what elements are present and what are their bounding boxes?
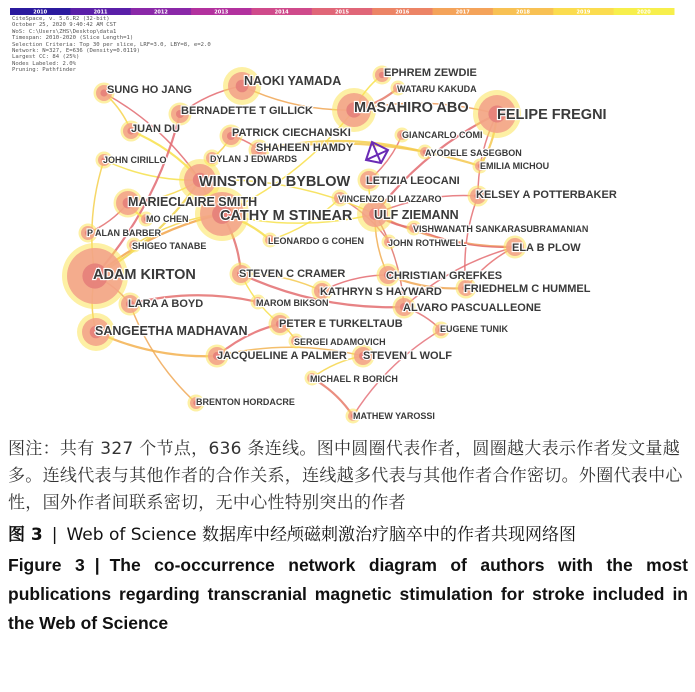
node-label-kathryn-s-hayward: KATHRYN S HAYWARD — [320, 286, 442, 298]
year-label-2020: 2020 — [636, 9, 651, 16]
figure-title-cn-text: Web of Science 数据库中经颅磁刺激治疗脑卒中的作者共现网络图 — [66, 525, 577, 545]
node-label-shigeo-tanabe: SHIGEO TANABE — [132, 241, 207, 251]
node-label-naoki-yamada: NAOKI YAMADA — [244, 74, 342, 88]
figure-caption — [8, 436, 688, 638]
node-label-friedhelm-c-hummel: FRIEDHELM C HUMMEL — [464, 283, 591, 295]
node-label-cathy-m-stinear: CATHY M STINEAR — [220, 208, 353, 224]
year-label-2015: 2015 — [335, 9, 349, 16]
figure-title-en-text: The co-occurrence network diagram of authors with the most publications regarding transcranial magnetic stimulation for stroke included in the Web of Science — [8, 555, 688, 633]
node-label-steven-l-wolf: STEVEN L WOLF — [363, 350, 453, 362]
year-label-2013: 2013 — [214, 9, 229, 16]
node-label-adam-kirton: ADAM KIRTON — [93, 267, 196, 283]
node-label-brenton-hordacre: BRENTON HORDACRE — [196, 397, 295, 407]
node-label-winston-d-byblow: WINSTON D BYBLOW — [199, 174, 351, 190]
citespace-meta-info — [12, 16, 211, 74]
node-label-letizia-leocani: LETIZIA LEOCANI — [366, 175, 460, 187]
node-label-ulf-ziemann: ULF ZIEMANN — [374, 208, 459, 222]
year-label-2010: 2010 — [33, 9, 48, 16]
node-label-jacqueline-a-palmer: JACQUELINE A PALMER — [217, 350, 347, 362]
node-label-vishwanath-sankarasubramanian: VISHWANATH SANKARASUBRAMANIAN — [413, 224, 589, 234]
node-label-peter-e-turkeltaub: PETER E TURKELTAUB — [279, 318, 403, 330]
meta-line-5: Selection Criteria: Top 30 per slice, LRF=3.0, LBY=8, e=2.0 — [12, 41, 211, 48]
year-label-2011: 2011 — [93, 9, 108, 16]
meta-line-9: Pruning: Pathfinder — [12, 67, 76, 74]
figure-label-en: Figure 3 — [8, 555, 85, 575]
node-label-sangeetha-madhavan: SANGEETHA MADHAVAN — [95, 324, 248, 338]
node-label-vincenzo-di-lazzaro: VINCENZO DI LAZZARO — [338, 194, 442, 204]
node-label-felipe-fregni: FELIPE FREGNI — [497, 107, 607, 123]
year-label-2012: 2012 — [153, 9, 168, 16]
node-label-juan-du: JUAN DU — [131, 123, 180, 135]
year-color-bar — [10, 8, 675, 16]
meta-line-7: Largest CC: 84 (25%) — [12, 54, 80, 61]
node-label-sung-ho-jang: SUNG HO JANG — [107, 84, 192, 96]
node-label-lara-a-boyd: LARA A BOYD — [128, 298, 204, 310]
node-label-bernadette-t-gillick: BERNADETTE T GILLICK — [181, 105, 313, 117]
node-label-dylan-j-edwards: DYLAN J EDWARDS — [210, 154, 298, 164]
node-label-emilia-michou: EMILIA MICHOU — [480, 161, 550, 171]
figure-title-cn — [8, 521, 688, 549]
node-label-shaheen-hamdy: SHAHEEN HAMDY — [256, 142, 354, 154]
year-label-2016: 2016 — [395, 9, 410, 16]
node-label-christian-grefkes: CHRISTIAN GREFKES — [386, 270, 503, 282]
node-label-ephrem-zewdie: EPHREM ZEWDIE — [384, 67, 477, 79]
meta-line-2: October 25, 2020 9:40:42 AM CST — [12, 22, 117, 29]
node-label-alvaro-pascualleone: ALVARO PASCUALLEONE — [403, 302, 542, 314]
meta-line-1: CiteSpace, v. 5.6.R2 (32-bit) — [12, 16, 110, 22]
node-label-leonardo-g-cohen: LEONARDO G COHEN — [268, 236, 365, 246]
node-label-mathew-yarossi: MATHEW YAROSSI — [353, 411, 435, 421]
node-label-kelsey-a-potterbaker: KELSEY A POTTERBAKER — [476, 189, 617, 201]
year-label-2018: 2018 — [516, 9, 531, 16]
node-label-giancarlo-comi: GIANCARLO COMI — [402, 130, 483, 140]
node-label-marom-bikson: MAROM BIKSON — [256, 298, 329, 308]
figure-label-cn: 图 3 — [8, 525, 43, 545]
figure-note: 图注：共有 327 个节点，636 条连线。图中圆圈代表作者，圆圈越大表示作者发文量越多。连线代表与其他作者的合作关系，连线越多代表与其他作者合作密切。外圈代表中心性，国外作者间联系密切，无中心性特别突出的作者 — [8, 439, 683, 513]
figure-separator-en: | — [94, 555, 100, 575]
node-label-ayodele-sasegbon: AYODELE SASEGBON — [425, 148, 522, 158]
meta-line-8: Nodes Labeled: 2.0% — [12, 60, 76, 67]
node-label-eugene-tunik: EUGENE TUNIK — [440, 324, 509, 334]
meta-line-6: Network: N=327, E=636 (Density=0.0119) — [12, 48, 140, 55]
node-label-ela-b-plow: ELA B PLOW — [512, 242, 581, 254]
node-label-steven-c-cramer: STEVEN C CRAMER — [239, 268, 346, 280]
meta-line-4: Timespan: 2010-2020 (Slice Length=1) — [12, 35, 134, 42]
node-label-marieclaire-smith: MARIECLAIRE SMITH — [128, 195, 258, 209]
node-label-p-alan-barber: P ALAN BARBER — [87, 228, 162, 238]
node-label-john-cirillo: JOHN CIRILLO — [103, 155, 167, 165]
meta-line-3: WoS: C:\Users\ZHS\Desktop\data1 — [12, 28, 117, 35]
year-label-2014: 2014 — [274, 9, 289, 16]
node-label-wataru-kakuda: WATARU KAKUDA — [397, 84, 477, 94]
node-label-john-rothwell: JOHN ROTHWELL — [388, 238, 467, 248]
node-label-mo-chen: MO CHEN — [146, 214, 189, 224]
figure-separator-cn: | — [51, 525, 58, 545]
figure-title-en — [8, 551, 688, 638]
node-label-sergei-adamovich: SERGEI ADAMOVICH — [294, 337, 386, 347]
node-label-patrick-ciechanski: PATRICK CIECHANSKI — [232, 127, 351, 139]
year-label-2019: 2019 — [576, 9, 591, 16]
node-label-masahiro-abo: MASAHIRO ABO — [354, 100, 469, 116]
node-label-michael-r-borich: MICHAEL R BORICH — [310, 374, 398, 384]
year-label-2017: 2017 — [455, 9, 470, 16]
